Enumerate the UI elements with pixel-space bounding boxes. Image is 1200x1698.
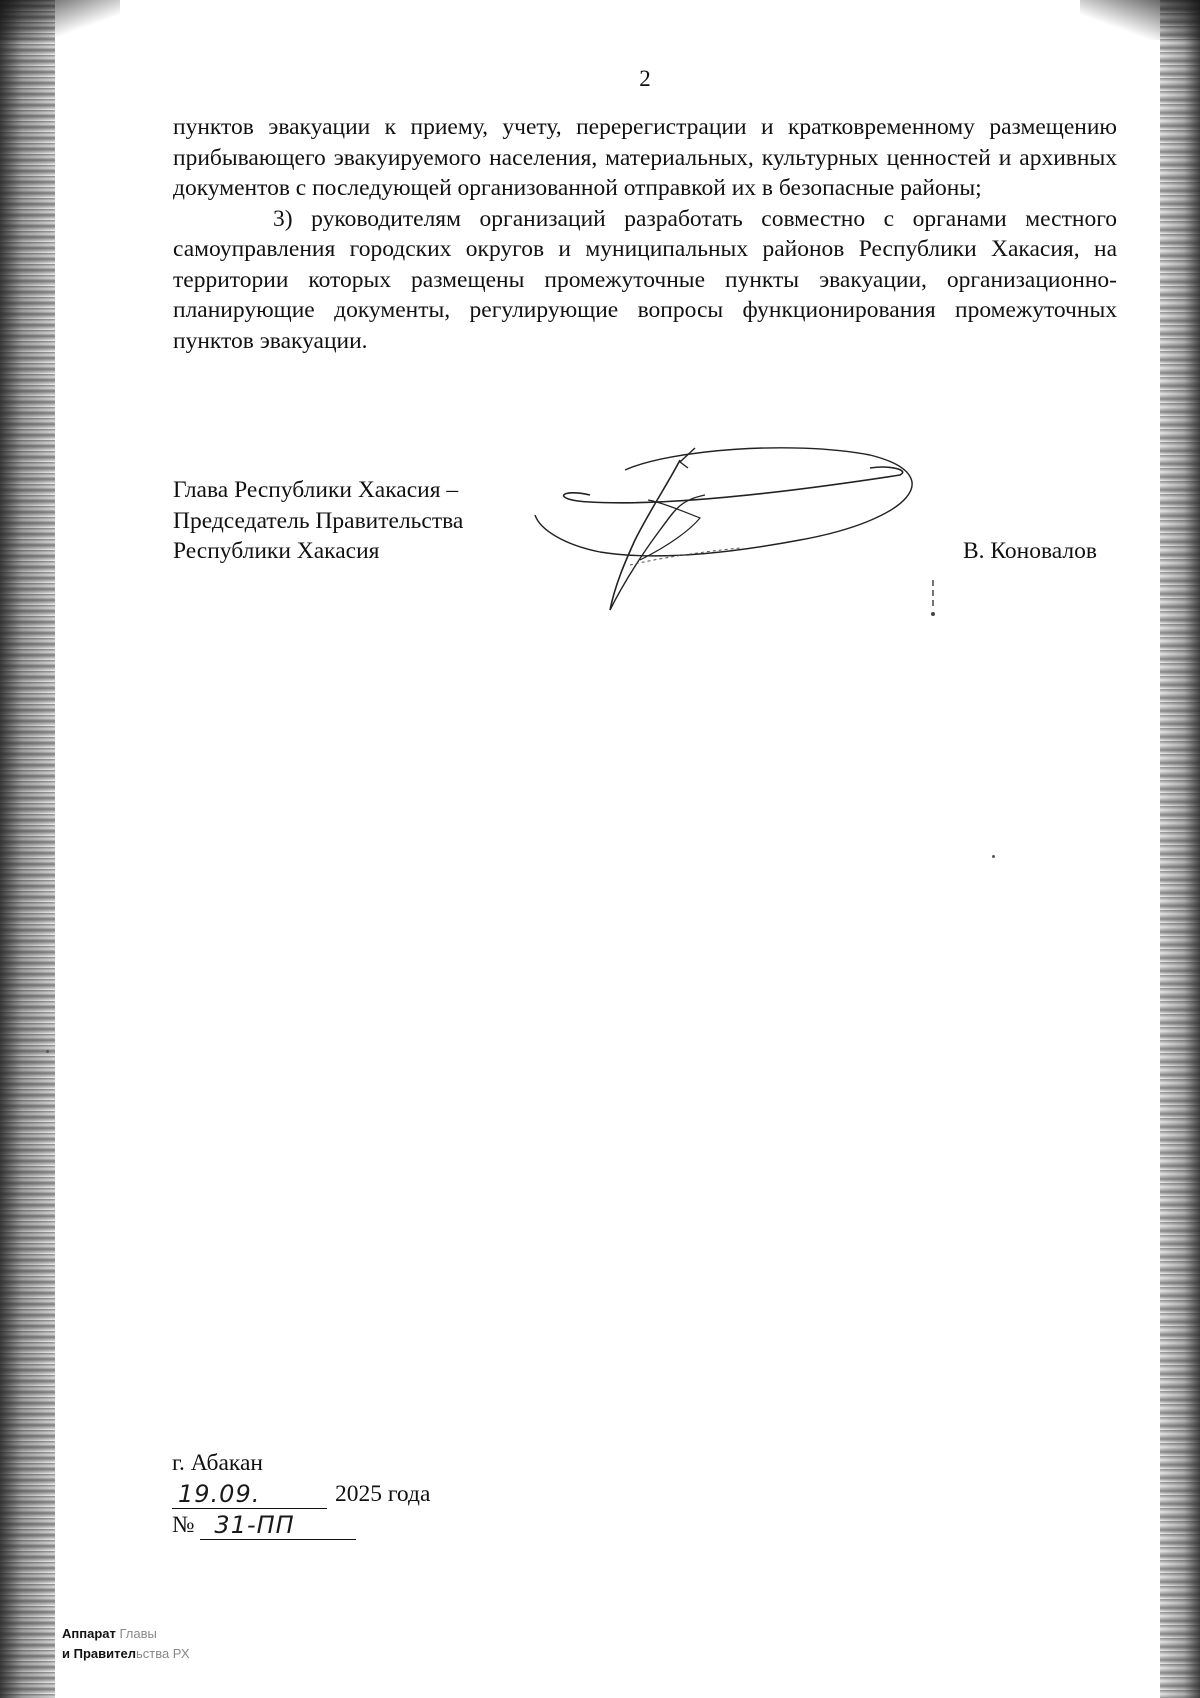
handwritten-signature: [530, 440, 930, 620]
paragraph-continuation: пунктов эвакуации к приему, учету, перерегистрации и кратковременному размещению прибывающего эвакуируемого населения, материальных, культурных ценностей и архивных документов с последующей организованной отправкой их в безопасные районы;: [173, 114, 1117, 201]
city-label: г. Абакан: [172, 1450, 263, 1476]
registration-stamp: [62, 1624, 190, 1664]
date-handwritten: 19.09.: [172, 1481, 327, 1509]
signer-name: В. Коновалов: [963, 538, 1098, 564]
stamp-line1-rest: Главы: [119, 1626, 157, 1641]
number-line: [172, 1509, 430, 1540]
stamp-line1-bold: Аппарат: [62, 1626, 116, 1641]
signatory-title: [173, 475, 463, 567]
paragraph-item-3: 3) руководителям организаций разработать совместно с органами местного самоуправления городских округов и муниципальных районов Республики Хакасия, на территории которых размещены промежуточные пункты эвакуации, организационно-планирующие документы, регулирующие вопросы функционирования промежуточных пунктов эвакуации.: [173, 205, 1117, 354]
signatory-title-line: Глава Республики Хакасия –: [173, 477, 459, 503]
date-line: [172, 1478, 430, 1509]
signatory-title-line: Республики Хакасия: [173, 538, 380, 564]
scan-tick-marks: [930, 580, 936, 620]
scan-corner-top-right: [1080, 0, 1200, 40]
scan-speck: [992, 855, 995, 858]
stamp-line2-rest: ьства РХ: [135, 1646, 190, 1661]
page-number: 2: [639, 66, 651, 91]
scan-speck: [46, 1050, 49, 1053]
place-date-number-block: [172, 1448, 430, 1540]
number-sign: №: [172, 1512, 195, 1538]
date-year-suffix: 2025 года: [335, 1481, 431, 1507]
scan-corner-top-left: [0, 0, 120, 40]
number-handwritten: 31-ПП: [200, 1512, 356, 1540]
stamp-line2-bold: и Правител: [62, 1646, 136, 1661]
scan-edge-right: [1160, 0, 1200, 1698]
signatory-title-line: Председатель Правительства: [173, 507, 464, 534]
scan-edge-left: [0, 0, 55, 1698]
body-text: [173, 112, 1117, 356]
